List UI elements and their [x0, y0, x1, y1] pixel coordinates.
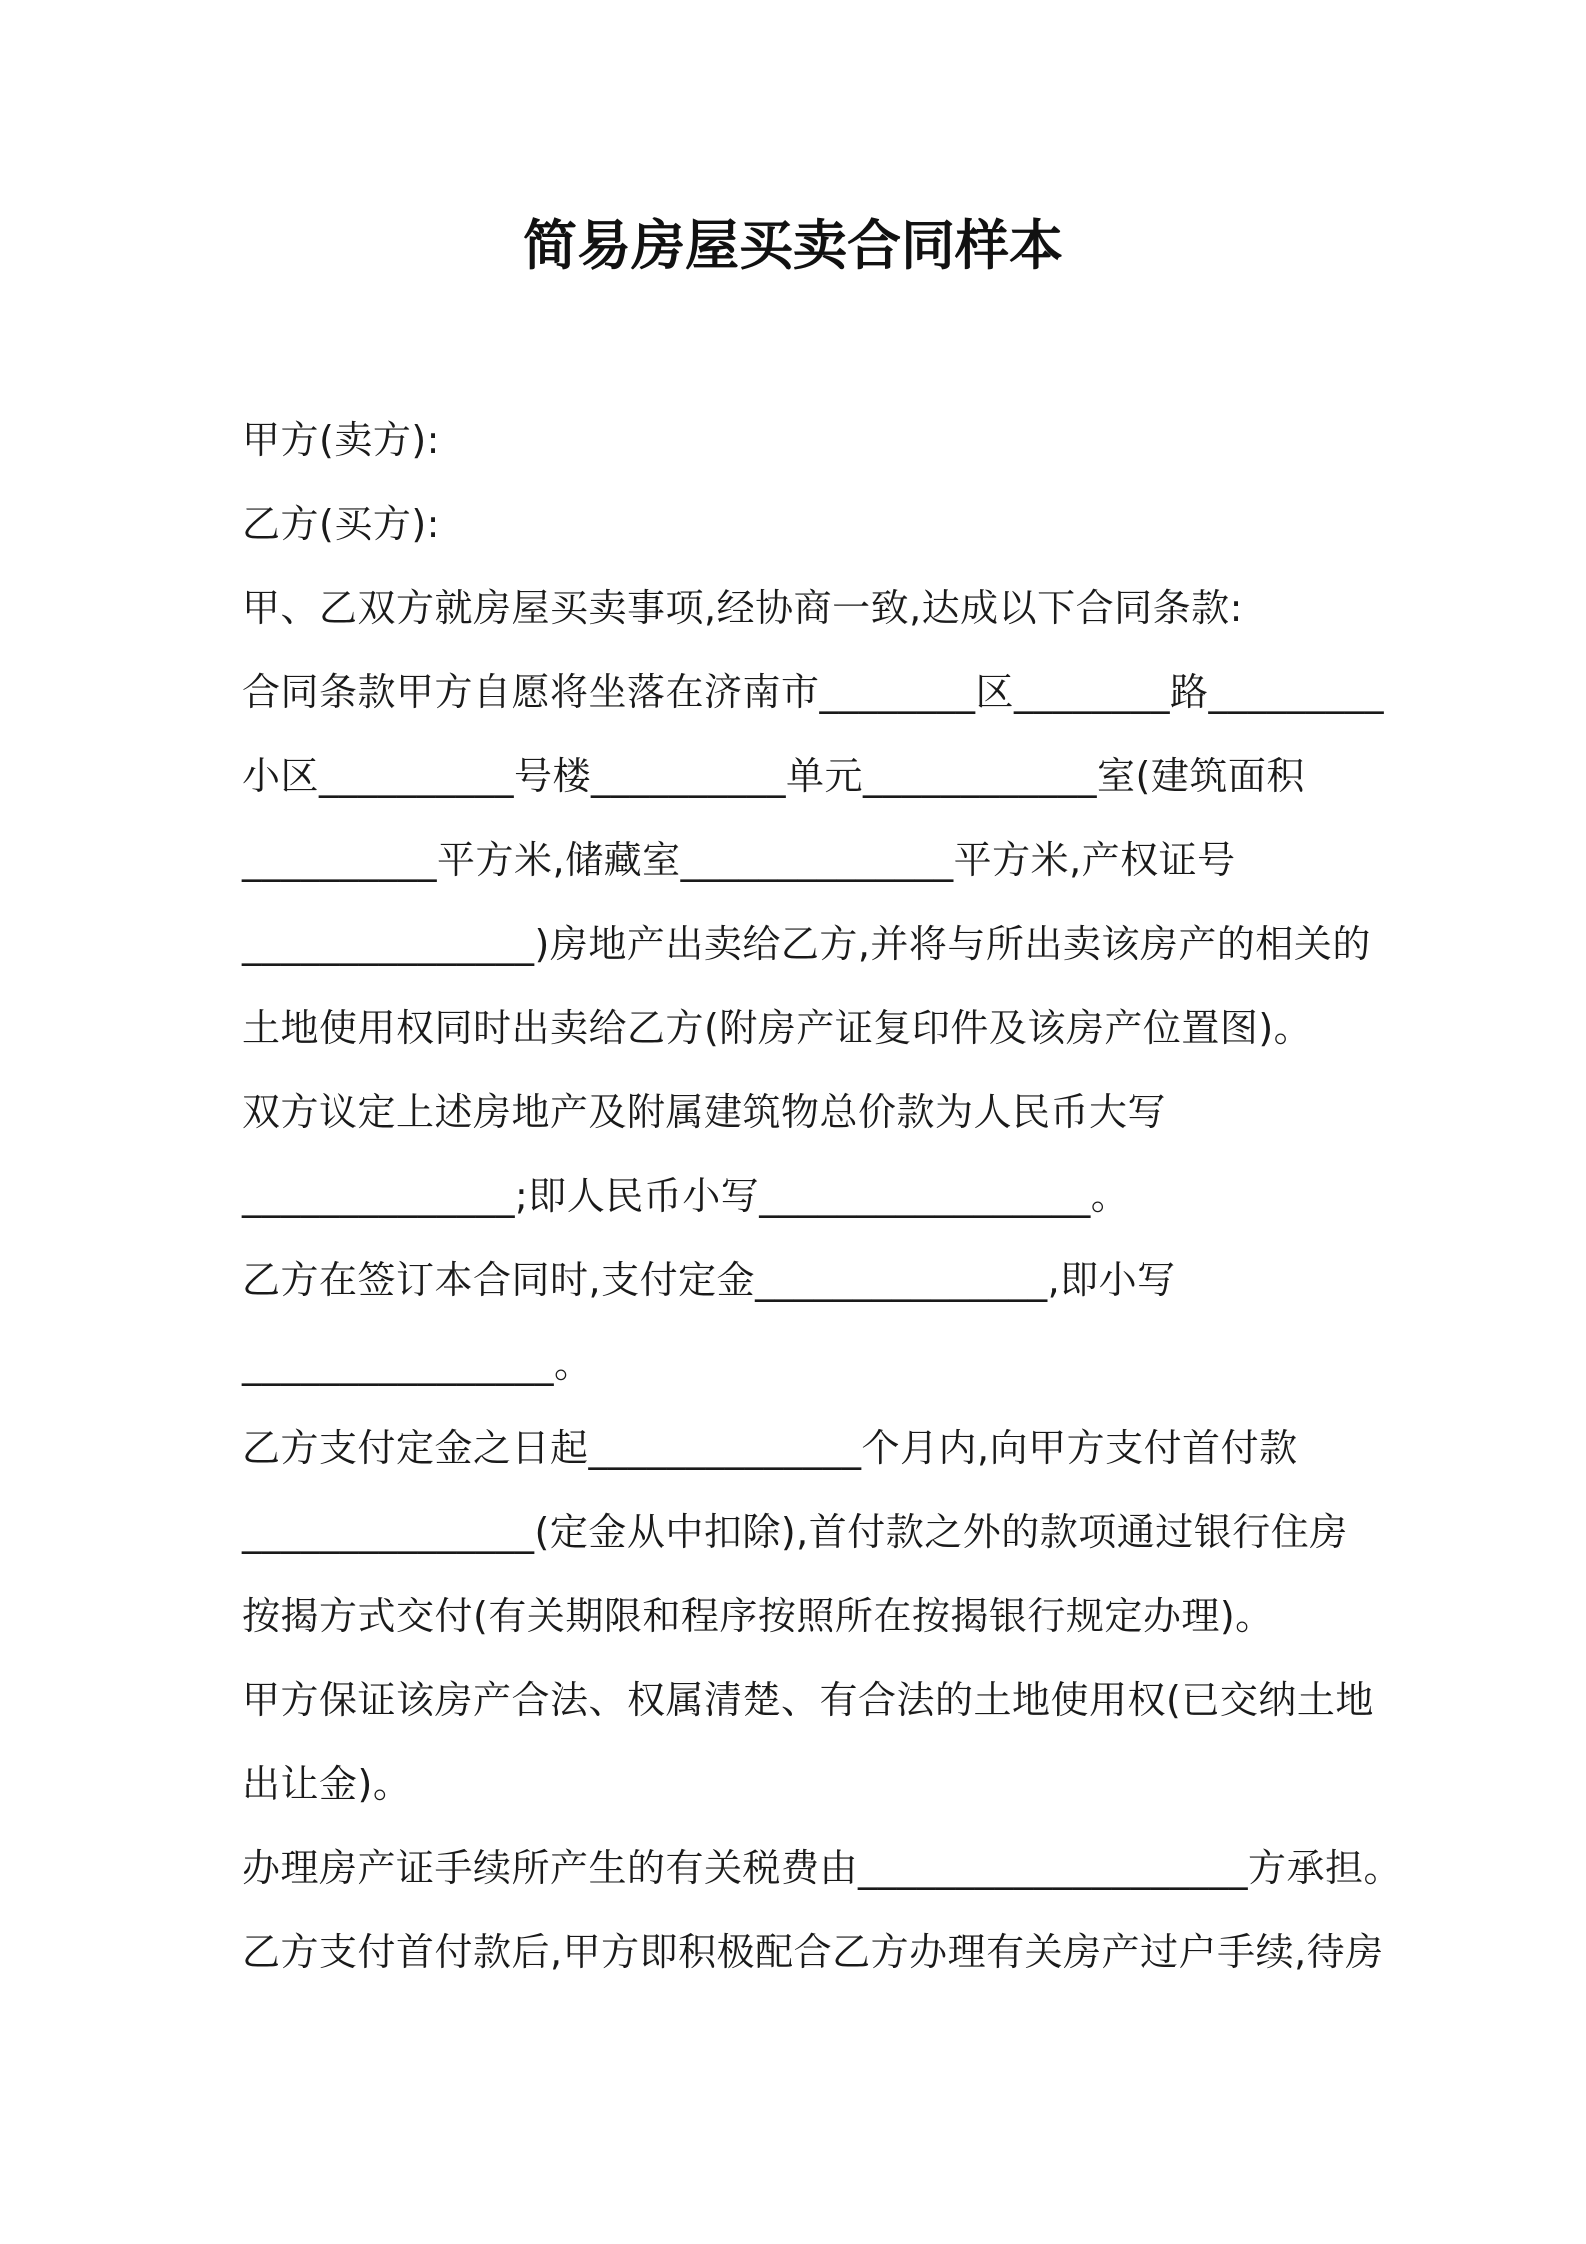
- tax-line: 办理房产证手续所产生的有关税费由____________________方承担。: [242, 1846, 1403, 1890]
- document-title: 简易房屋买卖合同样本: [523, 214, 1063, 277]
- price-line: ______________;即人民币小写_________________。: [242, 1174, 1130, 1218]
- clause-line: _______________)房地产出卖给乙方,并将与所出卖该房产的相关的: [242, 922, 1371, 966]
- document-body: [242, 398, 1403, 1994]
- party-b-line: 乙方(买方):: [242, 502, 440, 546]
- payment-line: _______________(定金从中扣除),首付款之外的款项通过银行住房: [242, 1510, 1348, 1554]
- payment-line: 乙方支付定金之日起______________个月内,向甲方支付首付款: [242, 1426, 1298, 1470]
- price-line: 双方议定上述房地产及附属建筑物总价款为人民币大写: [242, 1090, 1167, 1134]
- clause-line: 合同条款甲方自愿将坐落在济南市________区________路_________: [242, 670, 1385, 714]
- deposit-line: ________________。: [242, 1342, 593, 1386]
- clause-line: __________平方米,储藏室______________平方米,产权证号: [242, 838, 1236, 882]
- guarantee-line: 甲方保证该房产合法、权属清楚、有合法的土地使用权(已交纳土地: [242, 1678, 1374, 1722]
- payment-line: 按揭方式交付(有关期限和程序按照所在按揭银行规定办理)。: [242, 1594, 1274, 1638]
- deposit-line: 乙方在签订本合同时,支付定金_______________,即小写: [242, 1258, 1176, 1302]
- clause-line: 小区__________号楼__________单元____________室(建筑面积: [242, 754, 1305, 798]
- clause-line: 土地使用权同时出卖给乙方(附房产证复印件及该房产位置图)。: [242, 1006, 1313, 1050]
- party-a-line: 甲方(卖方):: [242, 418, 440, 462]
- agreement-intro-line: 甲、乙双方就房屋买卖事项,经协商一致,达成以下合同条款:: [242, 586, 1243, 630]
- transfer-line: 乙方支付首付款后,甲方即积极配合乙方办理有关房产过户手续,待房: [242, 1930, 1384, 1974]
- guarantee-line: 出让金)。: [242, 1762, 412, 1806]
